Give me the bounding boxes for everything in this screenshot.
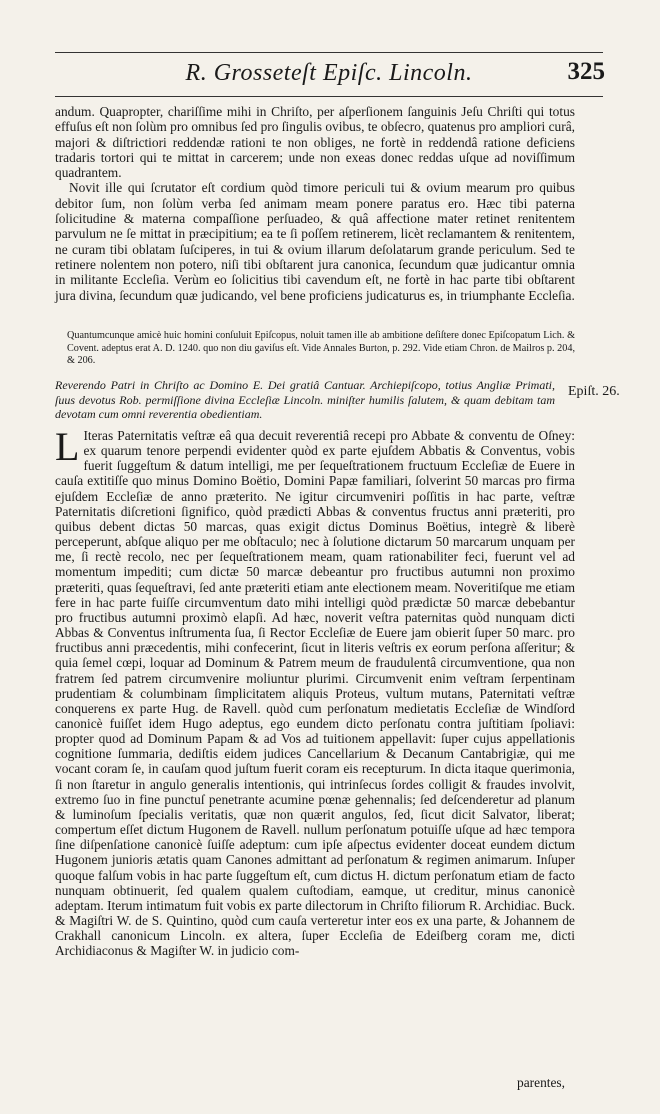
catchword: parentes,	[517, 1075, 565, 1090]
epistle-body-block	[55, 424, 575, 959]
footnote: Quantumcunque amicè huic homini conſuluit Epiſcopus, noluit tamen ille ab ambitione deſiſtere donec Epiſcopatum Lich. & Covent. adeptus erat A. D. 1240. quo non diu gaviſus eſt. Vide Annales Burton, p. 292. Vide etiam Chron. de Mailros p. 204, & 206.	[67, 330, 575, 367]
running-head	[55, 58, 603, 92]
paragraph: Novit ille qui ſcrutator eſt cordium quòd timore periculi tui & ovium mearum pro quibus debitor ſum, non ſolùm verba ſed animam meam ponere paratus ero. Hæc tibi paterna ſolicitudine & materna compaſſione perſuadeo, & quâ affectione mater retinet renitentem parvulum ne ſe mittat in præcipitium; ea te ſi poſſem retinerem, licèt reclamantem & renitentem, ne curam tibi oblatam ſuſciperes, in tui & ovium illarum deſolatarum grande periculum. Sed te retinere nolentem non potero, niſi tibi obſtarent jura canonica, ſecundum quæ judicantur omnia in militante Eccleſia. Verùm eo ſolicitius tibi cavendum eſt, ne fortè in hac parte tibi obſtarent jura divina, ſecundum quæ judicando, vel bene proficiens judicaturus es, in triumphante Eccleſia.	[55, 180, 575, 303]
letter-end	[55, 104, 575, 303]
top-rule	[55, 52, 603, 53]
epistle-address: Reverendo Patri in Chriſto ac Domino E. Dei gratiâ Cantuar. Archiepiſcopo, totius Angliæ Primati, ſuus devotus Rob. permiſſione divina Eccleſiæ Lincoln. miniſter humilis ſalutem, & quam debitam tam devotam cum omni reverentia obedientiam.	[55, 378, 555, 421]
epistle-body: Iteras Paternitatis veſtræ eâ qua decuit reverentiâ recepi pro Abbate & conventu de Oſney: ex quarum tenore perpendi evidenter quòd ex parte ejuſdem Abbatis & Conventus, vobis fuerit ſuggeſtum & datum intelligi, me per ſequeſtrationem fructuum Eccleſiæ de Euere in cauſa extitiſſe quo minus Domino Boëtio, Domini Papæ familiari, ſolverint 50 marcas pro firma ejuſdem Eccleſiæ de anno præterito. Ne igitur circumveniri poſſitis in hac parte, veſtræ Paternitatis diſcretioni ſignifico, quòd prædicti Abbas & conventus fructus anni præteriti, pro quibus debent dictas 50 marcas, quas exigit dictus Dominus Boëtius, integrè & liberè perceperunt, abſque aliquo per me obſtaculo; nec à ſolutione dictarum 50 marcarum unquam per me, ſi rectè recolo, nec per ſequeſtrationem meam, quam rationabiliter feci, fuerunt vel ad momentum impediti; cum dictæ 50 marcæ debeantur pro fructibus autumni non proximo præteriti, quas ſequeſtravi, ſed ante præteriti etiam ante electionem meam. Noveritiſque me etiam fere in hac parte fuiſſe circumventum dato mihi intelligi quòd prædictæ 50 marcæ debebantur pro fructibus autumni proximò elapſi. Ad hæc, noverit veſtra paternitas quòd nunquam dicti Abbas & Conventus inſtrumenta ſua, ſi Rector Eccleſiæ de Euere jam obierit ſuper 50 marc. pro fructibus anni præcedentis, mihi confecerint, ſicut in literis veſtris ex eorum perſona aſſeritur; & quia ſemel cœpi, loquar ad Dominum & Patrem meum de fraudulentâ circumventione, qua non fratrem ſed patrem circumvenire moliuntur plurimi. Circumvenit enim veſtram ſerpentinam prudentiam & columbinam ſimplicitatem aliquis Proteus, vultum mutans, Paternitati veſtræ conquerens ex parte Hug. de Ravell. quòd cum perſonatum medietatis Eccleſiæ de Windſord canonicè fuiſſet idem Hugo adeptus, ego eundem dicto perſonatu contra juſtitiam ſpoliavi: propter quod ad Dominum Papam & ad Vos ad tuitionem appellavit: ſuper cujus appellationis cognitione ſummaria, dediſtis eidem judices Cancellarium & Decanum Cantabrigiæ, qui me vocant coram ſe, in cauſam quod juſtum fuerit coram eis recepturum. In dicta itaque querimonia, ſi non ſtaretur in angulo generalis intentionis, qui intrinſecus ſordes colligit & fraudes involvit, extremo ſuo in fine punctuſ penetrante acumine pœnæ gehennalis; ſed deſcenderetur ad planum & luminoſum ſpecialis veritatis, quæ non quærit angulos, ſed, ſicut dicit Salvator, liberat; compertum eſſet dictum Hugonem de Ravell. nullum perſonatum potuiſſe uſque ad hæc tempora ſine diſpenſatione canonicè ſuiſſe adeptum: cum ipſe aſpectus evidenter doceat eundem dictum Hugonem junioris ætatis quam Canones admittant ad perſonatum & regimen animarum. Inſuper quoque falſum vobis in hac parte ſuggeſtum eſt, cum dictus H. dictum perſonatum etiam de facto nunquam obtinuerit, ſed qualem qualem cuſtodiam, eamque, ut creditur, minus canonicè adeptam. Iterum intimatum fuit vobis ex parte dilectorum in Chriſto filiorum R. Archidiac. Buck. & Magiſtri W. de S. Quintino, quòd cum cauſa verteretur inter eos ex una parte, & Johannem de Crakhall canonicum Lincoln. ex altera, ſuper Eccleſia de Edeiſberg coram me, dicti Archidiaconus & Magiſter W. in judicio com-	[55, 428, 575, 959]
paragraph: andum. Quapropter, chariſſime mihi in Chriſto, per aſperſionem ſanguinis Jeſu Chriſti qui totus effuſus eſt non ſolùm pro omnibus ſed pro ſingulis ovibus, te obſecro, quatenus pro ampliori curâ, majori & diſtrictiori reddendæ rationi te non obliges, ne fortè in reddendâ ratione deficiens tradaris tortori qui te mittat in carcerem; unde non exeas donec reddas uſque ad noviſſimum quadrantem.	[55, 104, 575, 181]
header-rule	[55, 96, 603, 97]
drop-cap: L	[55, 424, 80, 469]
page-number: 325	[567, 58, 605, 85]
running-title: R. Grosseteſt Epiſc. Lincoln.	[185, 60, 473, 86]
epistle-label: Epiſt. 26.	[568, 384, 620, 399]
